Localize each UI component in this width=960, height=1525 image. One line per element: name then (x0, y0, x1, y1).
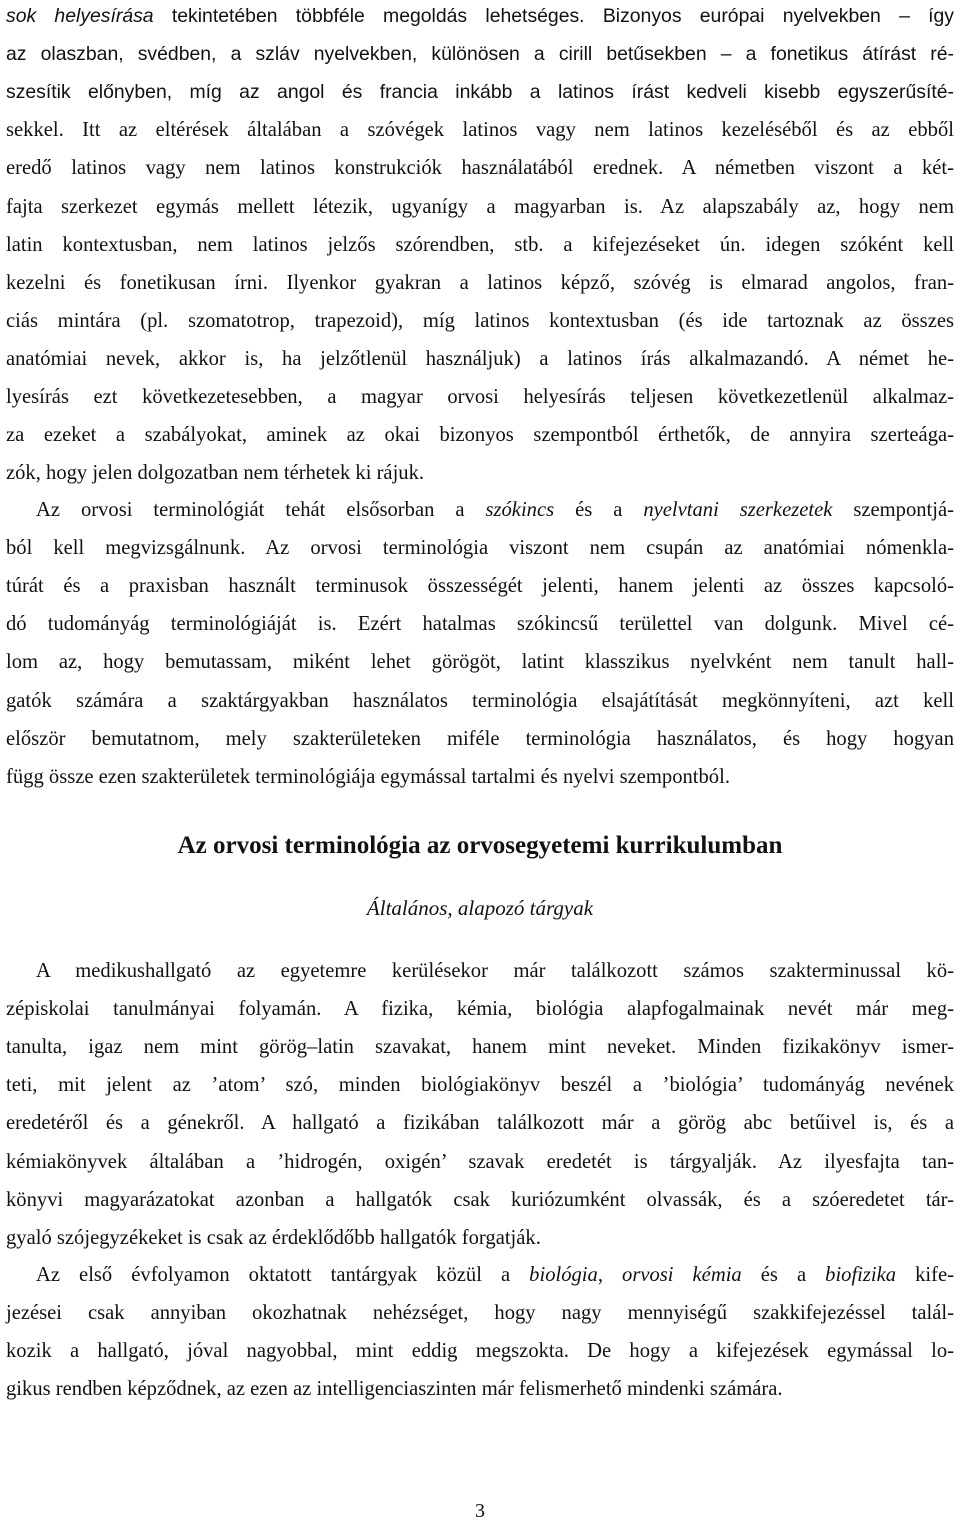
text-run: kezelni és fonetikusan írni. Ilyenkor gyakran a latinos képző, szóvég is elmarad angolos, fran- (6, 271, 954, 294)
text-line (6, 1332, 954, 1370)
text-line (6, 1219, 954, 1257)
text-line (6, 188, 954, 226)
italic-term: nyelvtani szerkezetek (643, 499, 833, 521)
text-run: könyvi magyarázatokat azonban a hallgatók csak kuriózumként olvassák, és a szóeredetet tár- (6, 1188, 954, 1211)
text-line (6, 1028, 954, 1066)
text-run: za ezeket a szabályokat, aminek az okai bizonyos szempontból érthetők, de annyira szerteága- (6, 424, 954, 447)
text-line (6, 454, 954, 492)
italic-term: sok helyesírása (6, 5, 154, 27)
text-line (6, 990, 954, 1028)
text-line (6, 35, 954, 73)
text-line (6, 1181, 954, 1219)
text-run: dó tudományág terminológiáját is. Ezért hatalmas szókincsű területtel van dolgunk. Mivel cé- (6, 613, 954, 636)
text-line (6, 149, 954, 187)
text-run: , (597, 1264, 623, 1286)
text-run: gyaló szójegyzékeket is csak az érdeklődőbb hallgatók forgatják. (6, 1226, 541, 1249)
italic-term: orvosi kémia (622, 1264, 742, 1286)
text-line (6, 1370, 954, 1408)
text-run: és a (741, 1264, 826, 1286)
text-run: teti, mit jelent az ’atom’ szó, minden biológiakönyv beszél a ’biológia’ tudományág nevének (6, 1074, 954, 1097)
text-run: gatók számára a szaktárgyakban használatos terminológia elsajátítását megkönnyíteni, azt kell (6, 689, 954, 712)
page-number: 3 (475, 1500, 485, 1522)
text-run: lyesírás ezt következetesebben, a magyar orvosi helyesírás teljesen következetlenül alkalmaz- (6, 386, 954, 408)
section-subheading: Általános, alapozó tárgyak (366, 896, 594, 920)
text-run: tekintetében többféle megoldás lehetséges. Bizonyos európai nyelvekben – így (153, 5, 954, 27)
text-line (6, 416, 954, 454)
text-run: függ össze ezen szakterületek terminológiája egymással tartalmi és nyelvi szempontból. (6, 765, 730, 788)
text-line (36, 952, 954, 990)
text-line (6, 73, 954, 111)
text-line (6, 1104, 954, 1142)
text-line (36, 491, 954, 529)
text-line (6, 1066, 954, 1104)
text-run: szesítik előnyben, míg az angol és francia inkább a latinos írást kedveli kisebb egyszerűsíté- (6, 81, 954, 104)
text-run: jezései csak annyiban okozhatnak nehézséget, hogy nagy mennyiségű szakkifejezéssel talál- (6, 1302, 954, 1325)
text-line (6, 758, 954, 796)
italic-term: biológia (529, 1264, 598, 1286)
text-run: ciás mintára (pl. szomatotrop, trapezoid), míg latinos kontextusban (és ide tartoznak az összes (6, 309, 954, 332)
text-run: Az orvosi terminológiát tehát elsősorban a (36, 499, 486, 521)
text-run: anatómiai nevek, akkor is, ha jelzőtlenül használjuk) a latinos írás alkalmazandó. A német he- (6, 347, 954, 370)
text-line (6, 1143, 954, 1181)
text-run: lom az, hogy bemutassam, miként lehet görögöt, latint klasszikus nyelvként nem tanult hall- (6, 651, 954, 674)
italic-term: biofizika (825, 1264, 897, 1286)
text-run: A medikushallgató az egyetemre kerülésekor már találkozott számos szakterminussal kö- (36, 960, 954, 982)
text-line (6, 605, 954, 643)
text-line (6, 529, 954, 567)
text-run: tanulta, igaz nem mint görög–latin szavakat, hanem mint neveket. Minden fizikakönyv ismer- (6, 1036, 954, 1059)
text-run: az olaszban, svédben, a szláv nyelvekben, különösen a cirill betűsekben – a fonetikus átírást ré- (6, 43, 954, 66)
text-line (6, 378, 954, 416)
text-line (6, 720, 954, 758)
text-run: ból kell megvizsgálnunk. Az orvosi terminológia viszont nem csupán az anatómiai nómenkla- (6, 537, 954, 560)
text-run: eredetéről és a génekről. A hallgató a fizikában találkozott már a görög abc betűivel is, és a (6, 1112, 954, 1135)
text-run: sekkel. Itt az eltérések általában a szóvégek latinos vagy nem latinos kezeléséből és az ebből (6, 119, 954, 142)
text-run: Az első évfolyamon oktatott tantárgyak közül a (36, 1264, 530, 1286)
text-line (6, 111, 954, 149)
text-line (6, 0, 954, 35)
text-run: és a (554, 499, 644, 521)
text-run: szempontjá- (832, 499, 954, 521)
text-run: túrát és a praxisban használt terminusok összességét jelenti, hanem jelenti az összes kapcsoló- (6, 575, 954, 598)
text-run: eredő latinos vagy nem latinos konstrukciók használatából erednek. A németben viszont a két- (6, 157, 954, 180)
text-line (6, 302, 954, 340)
section-heading: Az orvosi terminológia az orvosegyetemi kurrikulumban (177, 832, 783, 859)
text-run: először bemutatnom, mely szakterületeken miféle terminológia használatos, és hogy hogyan (6, 727, 954, 750)
text-run: gikus rendben képződnek, az ezen az intelligenciaszinten már felismerhető mindenki számára. (6, 1378, 783, 1401)
italic-term: szókincs (485, 499, 555, 521)
text-run: latin kontextusban, nem latinos jelzős szórendben, stb. a kifejezéseket ún. idegen szóként kell (6, 233, 954, 256)
text-run: kozik a hallgató, jóval nagyobbal, mint eddig megszokta. De hogy a kifejezések egymással lo- (6, 1340, 954, 1363)
text-line (6, 682, 954, 720)
text-line (36, 1256, 954, 1294)
text-line (6, 226, 954, 264)
text-line (6, 264, 954, 302)
text-run: kémiakönyvek általában a ’hidrogén, oxigén’ szavak eredetét is tárgyalják. Az ilyesfajta tan- (6, 1150, 954, 1173)
text-line (6, 643, 954, 681)
text-run: fajta szerkezet egymás mellett létezik, ugyanígy a magyarban is. Az alapszabály az, hogy nem (6, 195, 954, 218)
text-line (6, 567, 954, 605)
text-line (6, 1294, 954, 1332)
text-run: zók, hogy jelen dolgozatban nem térhetek ki rájuk. (6, 462, 425, 485)
text-run: kife- (896, 1264, 954, 1286)
text-run: zépiskolai tanulmányai folyamán. A fizika, kémia, biológia alapfogalmainak nevét már meg- (6, 998, 954, 1021)
text-line (6, 340, 954, 378)
